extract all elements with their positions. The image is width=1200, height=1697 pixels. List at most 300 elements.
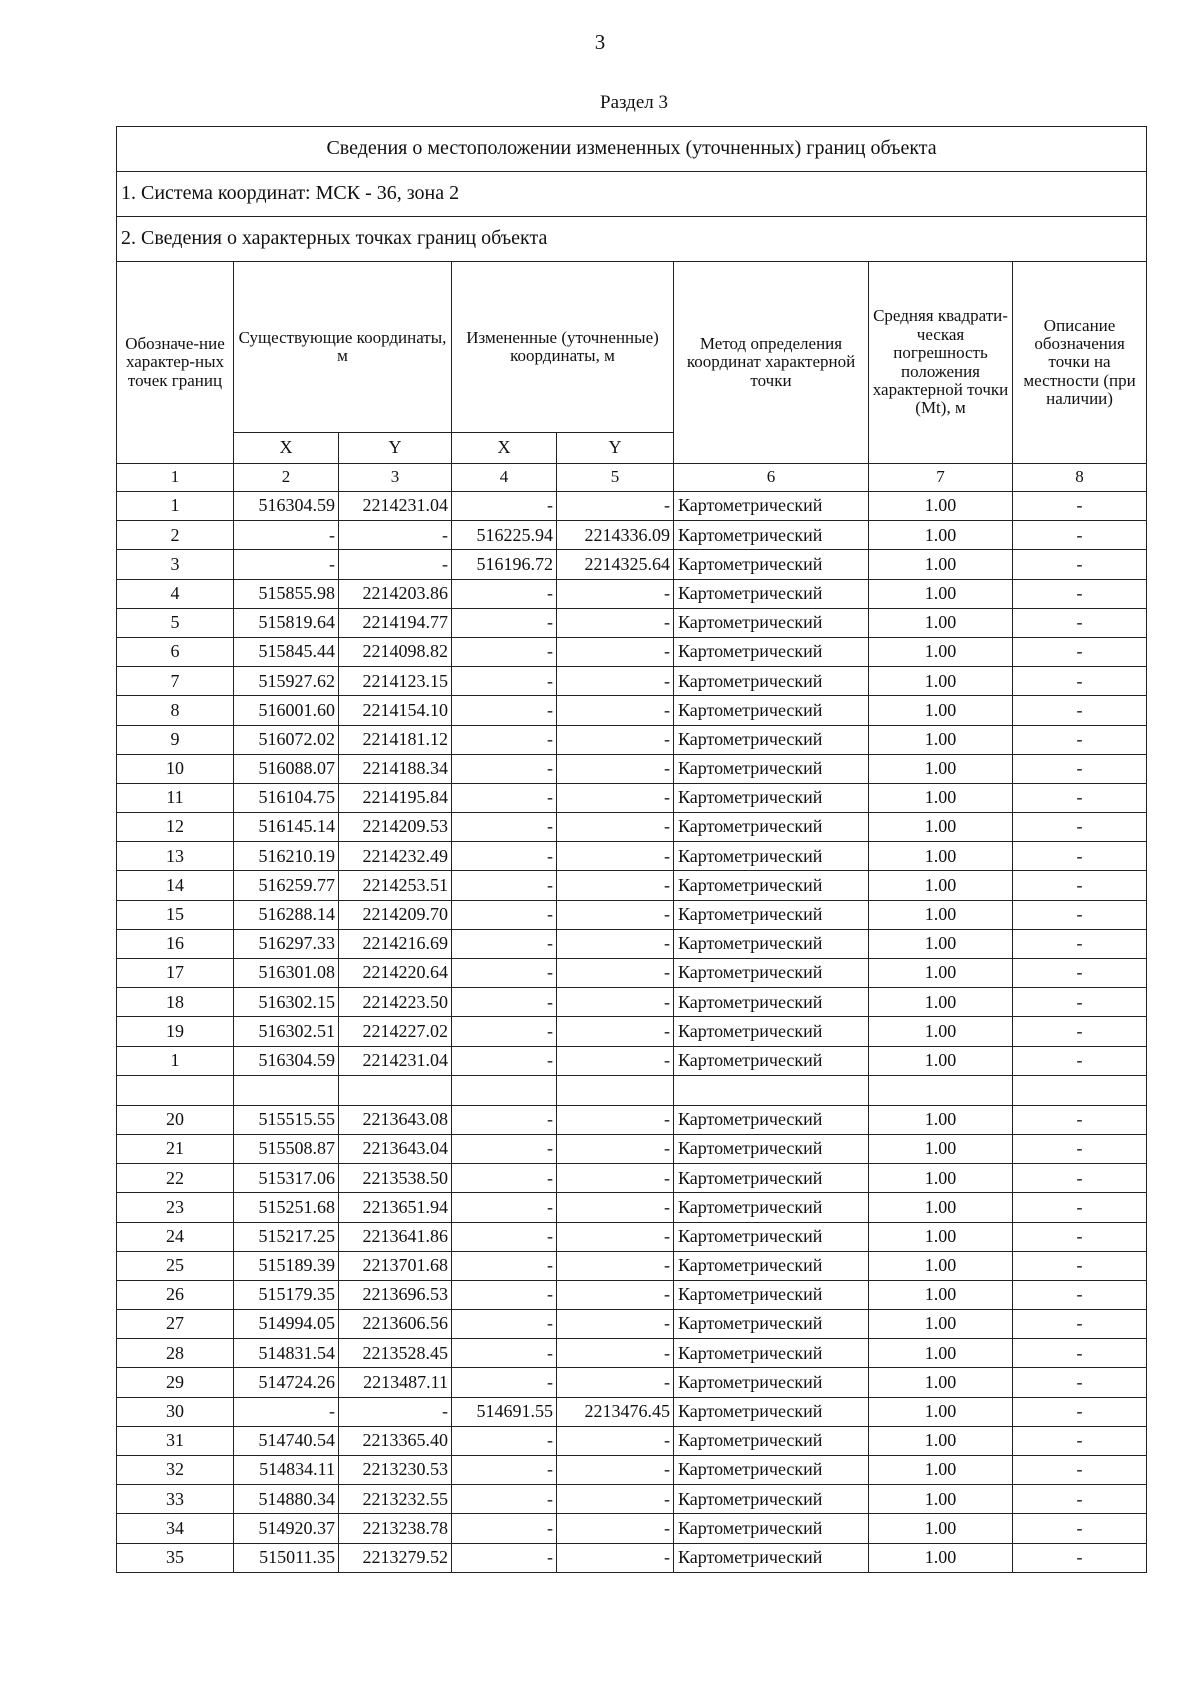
table-cell: 516302.51 [234,1017,339,1046]
table-cell: - [557,754,674,783]
table-cell: 29 [117,1368,234,1397]
table-cell: - [452,783,557,812]
table-cell: 8 [117,696,234,725]
header-description: Описание обозначения точки на местности (при наличии) [1013,262,1147,464]
table-cell: - [452,1046,557,1075]
table-cell: Картометрический [674,1368,869,1397]
table-cell: Картометрический [674,813,869,842]
table-cell: - [1013,900,1147,929]
table-cell: 516145.14 [234,813,339,842]
table-cell: - [452,1193,557,1222]
table-cell: 1.00 [869,1514,1013,1543]
table-row [117,696,1147,725]
table-cell: 1.00 [869,667,1013,696]
empty-cell [1013,1075,1147,1105]
table-cell: 2214253.51 [339,871,452,900]
table-cell: - [557,1280,674,1309]
table-row [117,900,1147,929]
table-cell: - [1013,521,1147,550]
table-row [117,1164,1147,1193]
table-cell: - [1013,579,1147,608]
table-cell: 12 [117,813,234,842]
table-cell: 24 [117,1222,234,1251]
table-cell: - [1013,1046,1147,1075]
table-cell: - [557,929,674,958]
table-cell: 514740.54 [234,1426,339,1455]
table-cell: - [1013,1251,1147,1280]
table-cell: - [557,1222,674,1251]
table-cell: - [452,929,557,958]
table-cell: 2214181.12 [339,725,452,754]
table-cell: - [1013,1310,1147,1339]
table-cell: 514920.37 [234,1514,339,1543]
table-cell: - [1013,842,1147,871]
table-cell: 2214098.82 [339,637,452,666]
table-cell: 21 [117,1134,234,1163]
table-cell: 2214123.15 [339,667,452,696]
table-cell: - [557,842,674,871]
table-cell: 2213487.11 [339,1368,452,1397]
table-cell: - [452,900,557,929]
table-cell: - [452,637,557,666]
table-cell: 516001.60 [234,696,339,725]
table-cell: - [557,813,674,842]
table-cell: 1.00 [869,1251,1013,1280]
table-cell: Картометрический [674,550,869,579]
table-cell: Картометрический [674,1426,869,1455]
table-cell: - [1013,492,1147,521]
header-method: Метод определения координат характерной точки [674,262,869,464]
table-cell: Картометрический [674,579,869,608]
table-cell: 34 [117,1514,234,1543]
table-row [117,608,1147,637]
table-cell: - [1013,667,1147,696]
table-cell: Картометрический [674,1017,869,1046]
table-cell: - [1013,959,1147,988]
table-row [117,1193,1147,1222]
table-cell: - [1013,754,1147,783]
table-cell: 516088.07 [234,754,339,783]
table-cell: 4 [117,579,234,608]
table-cell: 2213696.53 [339,1280,452,1309]
table-cell: - [557,783,674,812]
table-cell: 26 [117,1280,234,1309]
table-cell: 1.00 [869,550,1013,579]
table-cell: 515217.25 [234,1222,339,1251]
table-cell: 1.00 [869,1046,1013,1075]
table-cell: Картометрический [674,492,869,521]
table-row [117,492,1147,521]
table-cell: Картометрический [674,1046,869,1075]
table-cell: Картометрический [674,1485,869,1514]
table-cell: - [1013,1339,1147,1368]
table-cell: 13 [117,842,234,871]
table-cell: - [557,900,674,929]
section-title: Раздел 3 [600,92,668,113]
table-cell: - [452,1105,557,1134]
table-cell: - [452,1368,557,1397]
column-number: 3 [339,464,452,492]
table-row [117,1251,1147,1280]
table-cell: 2214231.04 [339,1046,452,1075]
table-cell: 514691.55 [452,1397,557,1426]
table-cell: 516196.72 [452,550,557,579]
table-row [117,842,1147,871]
table-cell: 2214325.64 [557,550,674,579]
table-cell: - [1013,1368,1147,1397]
points-heading: 2. Сведения о характерных точках границ объекта [117,217,1147,262]
table-cell: 516225.94 [452,521,557,550]
table-cell: 515819.64 [234,608,339,637]
table-cell: 2213238.78 [339,1514,452,1543]
table-cell: 2214195.84 [339,783,452,812]
table-cell: 1 [117,1046,234,1075]
table-cell: 2213279.52 [339,1543,452,1572]
table-cell: - [557,1017,674,1046]
table-cell: 516301.08 [234,959,339,988]
column-number: 2 [234,464,339,492]
table-cell: 7 [117,667,234,696]
table-cell: - [1013,696,1147,725]
column-number: 4 [452,464,557,492]
table-cell: 2214232.49 [339,842,452,871]
table-cell: - [234,550,339,579]
table-cell: 1.00 [869,1485,1013,1514]
table-cell: 516304.59 [234,1046,339,1075]
table-cell: - [557,871,674,900]
table-cell: 515845.44 [234,637,339,666]
header-designation: Обозначе-ние характер-ных точек границ [117,262,234,464]
table-row [117,1280,1147,1309]
table-cell: 25 [117,1251,234,1280]
table-cell: - [557,579,674,608]
table-cell: - [557,1164,674,1193]
table-cell: Картометрический [674,959,869,988]
table-cell: 2214227.02 [339,1017,452,1046]
table-cell: - [557,1426,674,1455]
table-cell: 1.00 [869,1193,1013,1222]
table-cell: - [452,1543,557,1572]
table-cell: 1.00 [869,959,1013,988]
table-cell: 10 [117,754,234,783]
table-cell: 516302.15 [234,988,339,1017]
table-title: Сведения о местоположении измененных (уточненных) границ объекта [117,127,1147,172]
table-cell: 514880.34 [234,1485,339,1514]
empty-cell [452,1075,557,1105]
table-cell: Картометрический [674,842,869,871]
header-changed-x: X [452,433,557,464]
table-cell: 1.00 [869,929,1013,958]
table-row [117,1339,1147,1368]
table-cell: 1.00 [869,637,1013,666]
table-cell: 2214154.10 [339,696,452,725]
table-cell: - [557,988,674,1017]
header-error: Средняя квадрати-ческая погрешность положения характерной точки (Mt), м [869,262,1013,464]
table-cell: - [1013,988,1147,1017]
table-cell: Картометрический [674,754,869,783]
group-separator-row [117,1075,1147,1105]
table-cell: Картометрический [674,1397,869,1426]
table-cell: 1.00 [869,900,1013,929]
table-cell: 2214216.69 [339,929,452,958]
table-cell: - [1013,871,1147,900]
table-cell: Картометрический [674,1134,869,1163]
table-cell: - [452,1222,557,1251]
table-cell: 1.00 [869,988,1013,1017]
table-row [117,1310,1147,1339]
table-cell: Картометрический [674,1193,869,1222]
table-cell: - [557,1485,674,1514]
table-row [117,783,1147,812]
table-cell: 9 [117,725,234,754]
table-row [117,667,1147,696]
table-cell: - [1013,550,1147,579]
table-cell: - [234,521,339,550]
table-cell: Картометрический [674,1514,869,1543]
table-cell: - [1013,929,1147,958]
header-existing-y: Y [339,433,452,464]
table-cell: 514724.26 [234,1368,339,1397]
table-cell: - [1013,1426,1147,1455]
column-number: 8 [1013,464,1147,492]
table-row [117,521,1147,550]
table-cell: - [1013,1514,1147,1543]
table-cell: 516259.77 [234,871,339,900]
table-cell: 2214194.77 [339,608,452,637]
table-cell: Картометрический [674,696,869,725]
page-number: 3 [594,30,606,54]
table-cell: 2213643.08 [339,1105,452,1134]
table-row [117,637,1147,666]
table-cell: - [452,608,557,637]
table-cell: - [1013,1017,1147,1046]
table-cell: 514834.11 [234,1456,339,1485]
table-row [117,579,1147,608]
table-cell: - [1013,813,1147,842]
table-cell: 2213538.50 [339,1164,452,1193]
table-cell: 27 [117,1310,234,1339]
column-number-row [117,464,1147,492]
table-cell: 1.00 [869,783,1013,812]
table-cell: Картометрический [674,929,869,958]
table-cell: 1.00 [869,521,1013,550]
table-cell: 515515.55 [234,1105,339,1134]
table-cell: 1.00 [869,1134,1013,1163]
column-number: 7 [869,464,1013,492]
table-cell: - [557,1046,674,1075]
table-cell: 515189.39 [234,1251,339,1280]
table-cell: - [557,1251,674,1280]
table-cell: 2213476.45 [557,1397,674,1426]
table-cell: 1.00 [869,754,1013,783]
table-cell: - [557,696,674,725]
table-cell: 1.00 [869,1456,1013,1485]
table-cell: - [1013,1193,1147,1222]
table-cell: Картометрический [674,988,869,1017]
table-cell: Картометрический [674,1251,869,1280]
table-cell: 16 [117,929,234,958]
table-cell: 2213701.68 [339,1251,452,1280]
empty-cell [869,1075,1013,1105]
table-cell: - [1013,1105,1147,1134]
table-cell: Картометрический [674,783,869,812]
table-cell: 1.00 [869,1310,1013,1339]
table-cell: Картометрический [674,1280,869,1309]
table-cell: 1.00 [869,1222,1013,1251]
table-cell: - [1013,637,1147,666]
table-cell: 30 [117,1397,234,1426]
column-number: 5 [557,464,674,492]
table-cell: - [1013,1543,1147,1572]
table-cell: - [1013,1164,1147,1193]
table-cell: - [452,842,557,871]
table-cell: 22 [117,1164,234,1193]
table-cell: - [1013,1222,1147,1251]
table-row [117,1426,1147,1455]
table-cell: - [557,1105,674,1134]
table-cell: 1.00 [869,871,1013,900]
table-cell: 1.00 [869,1280,1013,1309]
table-cell: Картометрический [674,1164,869,1193]
table-cell: - [1013,725,1147,754]
table-cell: - [452,1017,557,1046]
table-cell: 515855.98 [234,579,339,608]
table-cell: - [1013,608,1147,637]
table-cell: 2214209.70 [339,900,452,929]
table-cell: - [1013,1397,1147,1426]
table-cell: Картометрический [674,637,869,666]
table-cell: - [452,492,557,521]
table-cell: 2213230.53 [339,1456,452,1485]
table-cell: 15 [117,900,234,929]
table-cell: - [452,1251,557,1280]
table-cell: 2214203.86 [339,579,452,608]
table-cell: 1.00 [869,813,1013,842]
table-cell: 23 [117,1193,234,1222]
table-row [117,1397,1147,1426]
table-cell: 516304.59 [234,492,339,521]
empty-cell [234,1075,339,1105]
table-cell: Картометрический [674,900,869,929]
table-cell: 2 [117,521,234,550]
table-cell: 20 [117,1105,234,1134]
header-changed-coords: Измененные (уточненные) координаты, м [452,262,674,433]
table-cell: - [452,871,557,900]
table-cell: 516297.33 [234,929,339,958]
table-cell: - [452,1426,557,1455]
table-cell: 514831.54 [234,1339,339,1368]
table-cell: 515011.35 [234,1543,339,1572]
table-cell: 1 [117,492,234,521]
table-cell: 1.00 [869,1426,1013,1455]
table-cell: Картометрический [674,521,869,550]
table-cell: 2213651.94 [339,1193,452,1222]
table-cell: - [557,1514,674,1543]
table-cell: 516210.19 [234,842,339,871]
table-row [117,871,1147,900]
empty-cell [557,1075,674,1105]
table-cell: - [557,1543,674,1572]
table-row [117,1134,1147,1163]
table-cell: 2214223.50 [339,988,452,1017]
table-cell: 1.00 [869,696,1013,725]
table-cell: 1.00 [869,1339,1013,1368]
table-cell: 1.00 [869,608,1013,637]
table-cell: Картометрический [674,1456,869,1485]
table-row [117,1543,1147,1572]
table-cell: 5 [117,608,234,637]
table-cell: Картометрический [674,1310,869,1339]
table-cell: - [557,1134,674,1163]
table-cell: 2213641.86 [339,1222,452,1251]
column-number: 6 [674,464,869,492]
table-cell: 515927.62 [234,667,339,696]
table-cell: - [557,1339,674,1368]
table-cell: - [452,1310,557,1339]
table-row [117,1046,1147,1075]
table-cell: - [452,725,557,754]
table-row [117,754,1147,783]
table-cell: Картометрический [674,608,869,637]
table-cell: 516104.75 [234,783,339,812]
table-cell: 515317.06 [234,1164,339,1193]
table-cell: 2214231.04 [339,492,452,521]
table-row [117,1514,1147,1543]
table-cell: 33 [117,1485,234,1514]
table-cell: - [452,1339,557,1368]
table-cell: - [557,492,674,521]
table-cell: - [452,1280,557,1309]
table-cell: - [234,1397,339,1426]
table-cell: 35 [117,1543,234,1572]
table-cell: 2214188.34 [339,754,452,783]
table-cell: - [452,696,557,725]
table-cell: - [557,1193,674,1222]
table-cell: 2214209.53 [339,813,452,842]
table-cell: - [557,1368,674,1397]
table-cell: - [452,1164,557,1193]
table-row [117,1222,1147,1251]
table-cell: 14 [117,871,234,900]
table-cell: 515251.68 [234,1193,339,1222]
table-cell: 1.00 [869,1397,1013,1426]
table-cell: - [452,959,557,988]
table-cell: 516288.14 [234,900,339,929]
table-cell: Картометрический [674,1105,869,1134]
table-cell: - [1013,1280,1147,1309]
table-cell: 1.00 [869,492,1013,521]
table-cell: 6 [117,637,234,666]
table-cell: - [557,667,674,696]
boundary-points-table [116,126,1147,1573]
table-cell: 1.00 [869,579,1013,608]
table-cell: - [339,521,452,550]
table-cell: - [452,1134,557,1163]
table-cell: - [557,608,674,637]
table-cell: 1.00 [869,1164,1013,1193]
table-row [117,550,1147,579]
table-row [117,988,1147,1017]
table-cell: - [452,1514,557,1543]
table-cell: 515179.35 [234,1280,339,1309]
table-cell: 31 [117,1426,234,1455]
table-cell: 2213606.56 [339,1310,452,1339]
table-cell: Картометрический [674,1222,869,1251]
table-row [117,1105,1147,1134]
table-cell: - [452,988,557,1017]
coordinate-system: 1. Система координат: МСК - 36, зона 2 [117,172,1147,217]
table-cell: 1.00 [869,842,1013,871]
